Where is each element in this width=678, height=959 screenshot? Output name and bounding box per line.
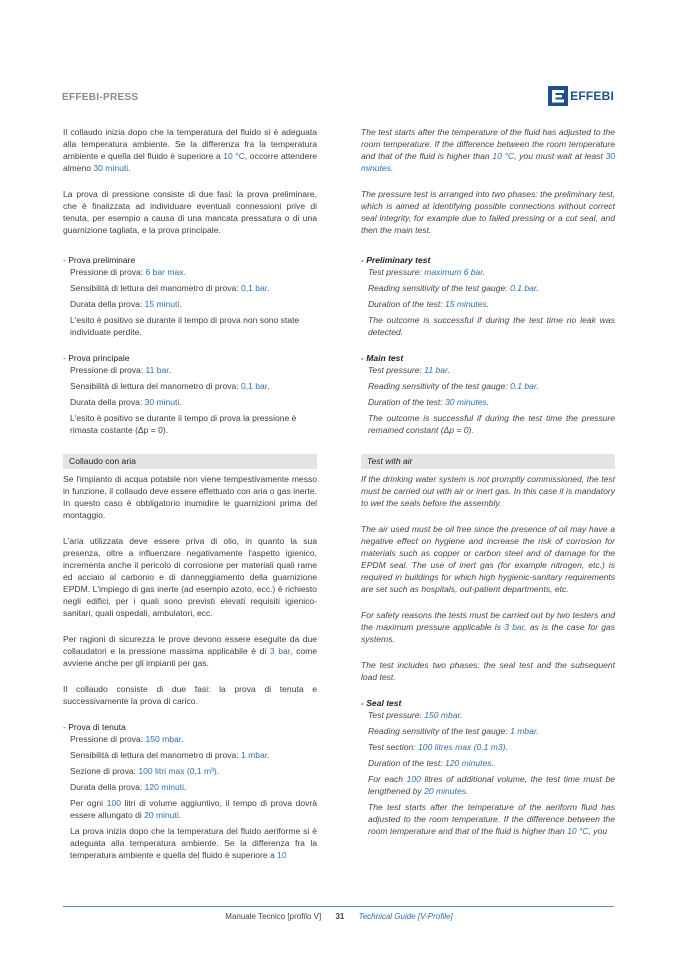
- seal-pressure: Pressione di prova: 150 mbar.: [70, 734, 184, 744]
- seal-start-condition: La prova inizia dopo che la temperatura del fluido aeriforme si è adeguata alla temperatura ambiente. Se la differenza fra la temperatura ambiente e quella del fluido è superiore a 10: [70, 826, 317, 860]
- intro-paragraph-1: Il collaudo inizia dopo che la temperatura del fluido si è adeguata alla temperatura ambiente. Se la differenza fra la temperatura ambiente e quella del fluido è superiore a 10 °C, occorre attendere almeno 30 minuti.: [63, 127, 317, 173]
- main-sensitivity: Sensibilità di lettura del manometro di prova: 0,1 bar.: [70, 381, 270, 391]
- preliminary-test-heading: - Prova preliminare: [63, 255, 136, 265]
- main-test-heading: - Main test: [361, 353, 404, 363]
- main-test-heading: - Prova principale: [63, 353, 130, 363]
- air-paragraph-3: Per ragioni di sicurezza le prove devono essere eseguite da due collaudatori e la pressione massima applicabile è di 3 bar, come avviene anche per gli impianti per gas.: [63, 634, 317, 668]
- footer-divider: [63, 906, 614, 907]
- preliminary-sensitivity: Reading sensitivity of the test gauge: 0.1 bar.: [368, 283, 539, 293]
- main-pressure: Pressione di prova: 11 bar.: [70, 365, 172, 375]
- air-test-section-title: Collaudo con aria: [63, 454, 317, 469]
- preliminary-pressure: Pressione di prova: 6 bar max.: [70, 267, 186, 277]
- seal-extra-volume: For each 100 litres of additional volume, the test time must be lengthened by 20 minutes.: [368, 774, 615, 796]
- seal-duration: Duration of the test: 120 minutes.: [368, 758, 494, 768]
- seal-section: Test section: 100 litres max (0.1 m3).: [368, 742, 508, 752]
- seal-pressure: Test pressure: 150 mbar.: [368, 710, 463, 720]
- preliminary-duration: Durata della prova: 15 minuti.: [70, 299, 182, 309]
- preliminary-duration: Duration of the test: 15 minutes.: [368, 299, 490, 309]
- page-number: 31: [335, 912, 345, 921]
- air-paragraph-3: For safety reasons the tests must be carried out by two testers and the maximum pressure applicable is 3 bar, as is the case for gas systems.: [361, 610, 615, 644]
- air-paragraph-2: The air used must be oil free since the presence of oil may have a negative effect on hygiene and increase the risk of corrosion for materials such as copper or carbon steel and of damage for the EPDM seal. The use of inert gas (for example nitrogen, etc.) is required in buildings for which high hygienic-sanitary requirements are set such as hospitals, out-patient departments, etc.: [361, 524, 615, 594]
- main-duration: Durata della prova: 30 minuti.: [70, 397, 182, 407]
- main-duration: Duration of the test: 30 minutes.: [368, 397, 490, 407]
- preliminary-sensitivity: Sensibilità di lettura del manometro di prova: 0,1 bar.: [70, 283, 270, 293]
- seal-test-heading: - Prova di tenuta: [63, 722, 126, 732]
- preliminary-outcome: L'esito è positivo se durante il tempo di prova non sono state individuate perdite.: [70, 315, 300, 337]
- italian-column: [63, 126, 317, 861]
- seal-test-heading: - Seal test: [361, 698, 402, 708]
- air-paragraph-4: Il collaudo consiste di due fasi: la prova di tenuta e successivamente la prova di carico.: [63, 684, 317, 706]
- main-sensitivity: Reading sensitivity of the test gauge: 0.1 bar.: [368, 381, 539, 391]
- seal-extra-volume: Per ogni 100 litri di volume aggiuntivo, il tempo di prova dovrà essere allungato di 20 minuti.: [70, 798, 317, 820]
- intro-paragraph-1: The test starts after the temperature of the fluid has adjusted to the room temperature. If the difference between the room temperature and that of the fluid is higher than 10 °C, you must wait at least 30 minutes.: [361, 127, 615, 173]
- preliminary-pressure: Test pressure: maximum 6 bar.: [368, 267, 486, 277]
- english-column: [361, 126, 615, 837]
- page-footer: [0, 912, 678, 921]
- intro-paragraph-2: La prova di pressione consiste di due fasi: la prova preliminare, che è finalizzata ad individuare eventuali connessioni prive di tenuta, per esempio a causa di una mancata pressatura o di una guarnizione tagliata, e la prova principale.: [63, 189, 317, 235]
- main-outcome: The outcome is successful if during the test time the pressure remained constant (Δp = 0).: [368, 413, 615, 435]
- main-outcome: L'esito è positivo se durante il tempo di prova la pressione è rimasta costante (Δp = 0).: [70, 413, 297, 435]
- seal-duration: Durata della prova: 120 minuti.: [70, 782, 187, 792]
- footer-italian-title: Manuale Tecnico [profilo V]: [225, 912, 322, 921]
- intro-paragraph-2: The pressure test is arranged into two phases: the preliminary test, which is aimed at identifying possible connections without correct seal integrity, for example due to failed pressing or a cut seal, and then the main test.: [361, 189, 615, 235]
- air-paragraph-1: Se l'impianto di acqua potabile non viene tempestivamente messo in funzione, il collaudo deve essere effettuato con aria o gas inerte. In questo caso è obbligatorio inumidire le guarnizioni prima del montaggio.: [63, 474, 317, 520]
- preliminary-test-heading: - Preliminary test: [361, 255, 431, 265]
- seal-sensitivity: Sensibilità di lettura del manometro di prova: 1 mbar.: [70, 750, 270, 760]
- brand-name: EFFEBI-PRESS: [62, 92, 139, 103]
- seal-section: Sezione di prova: 100 litri max (0,1 m³).: [70, 766, 220, 776]
- air-paragraph-4: The test includes two phases: the seal test and the subsequent load test.: [361, 660, 615, 682]
- seal-start-condition: The test starts after the temperature of the aeriform fluid has adjusted to the room temperature. If the difference between the room temperature and that of the fluid is higher than 10 °C, you: [368, 802, 615, 836]
- air-paragraph-1: If the drinking water system is not promptly commissioned, the test must be carried out with air or inert gas. In this case it is mandatory to wet the seals before the assembly.: [361, 474, 615, 508]
- air-paragraph-2: L'aria utilizzata deve essere priva di olio, in quanto la sua presenza, oltre a influenzare negativamente l'aspetto igienico, incrementa anche il pericolo di corrosione per materiali quali rame ed acciaio al carbonio e di danneggiamento della guarnizione EPDM. L'impiego di gas inerte (ad esempio azoto, ecc.) è richiesto negli edifici, per i quali sono previsti elevati requisiti igienico-sanitari, quali ospedali, ambulatori, ecc.: [63, 536, 317, 618]
- logo-text: EFFEBI: [570, 89, 614, 103]
- preliminary-outcome: The outcome is successful if during the test time no leak was detected.: [368, 315, 615, 337]
- main-pressure: Test pressure: 11 bar.: [368, 365, 450, 375]
- seal-sensitivity: Reading sensitivity of the test gauge: 1 mbar.: [368, 726, 539, 736]
- air-test-section-title: Test with air: [361, 454, 615, 469]
- effebi-logo-icon: [548, 86, 568, 106]
- page-header: [62, 86, 614, 110]
- effebi-logo: [548, 86, 614, 106]
- footer-english-title: Technical Guide [V-Profile]: [358, 912, 453, 921]
